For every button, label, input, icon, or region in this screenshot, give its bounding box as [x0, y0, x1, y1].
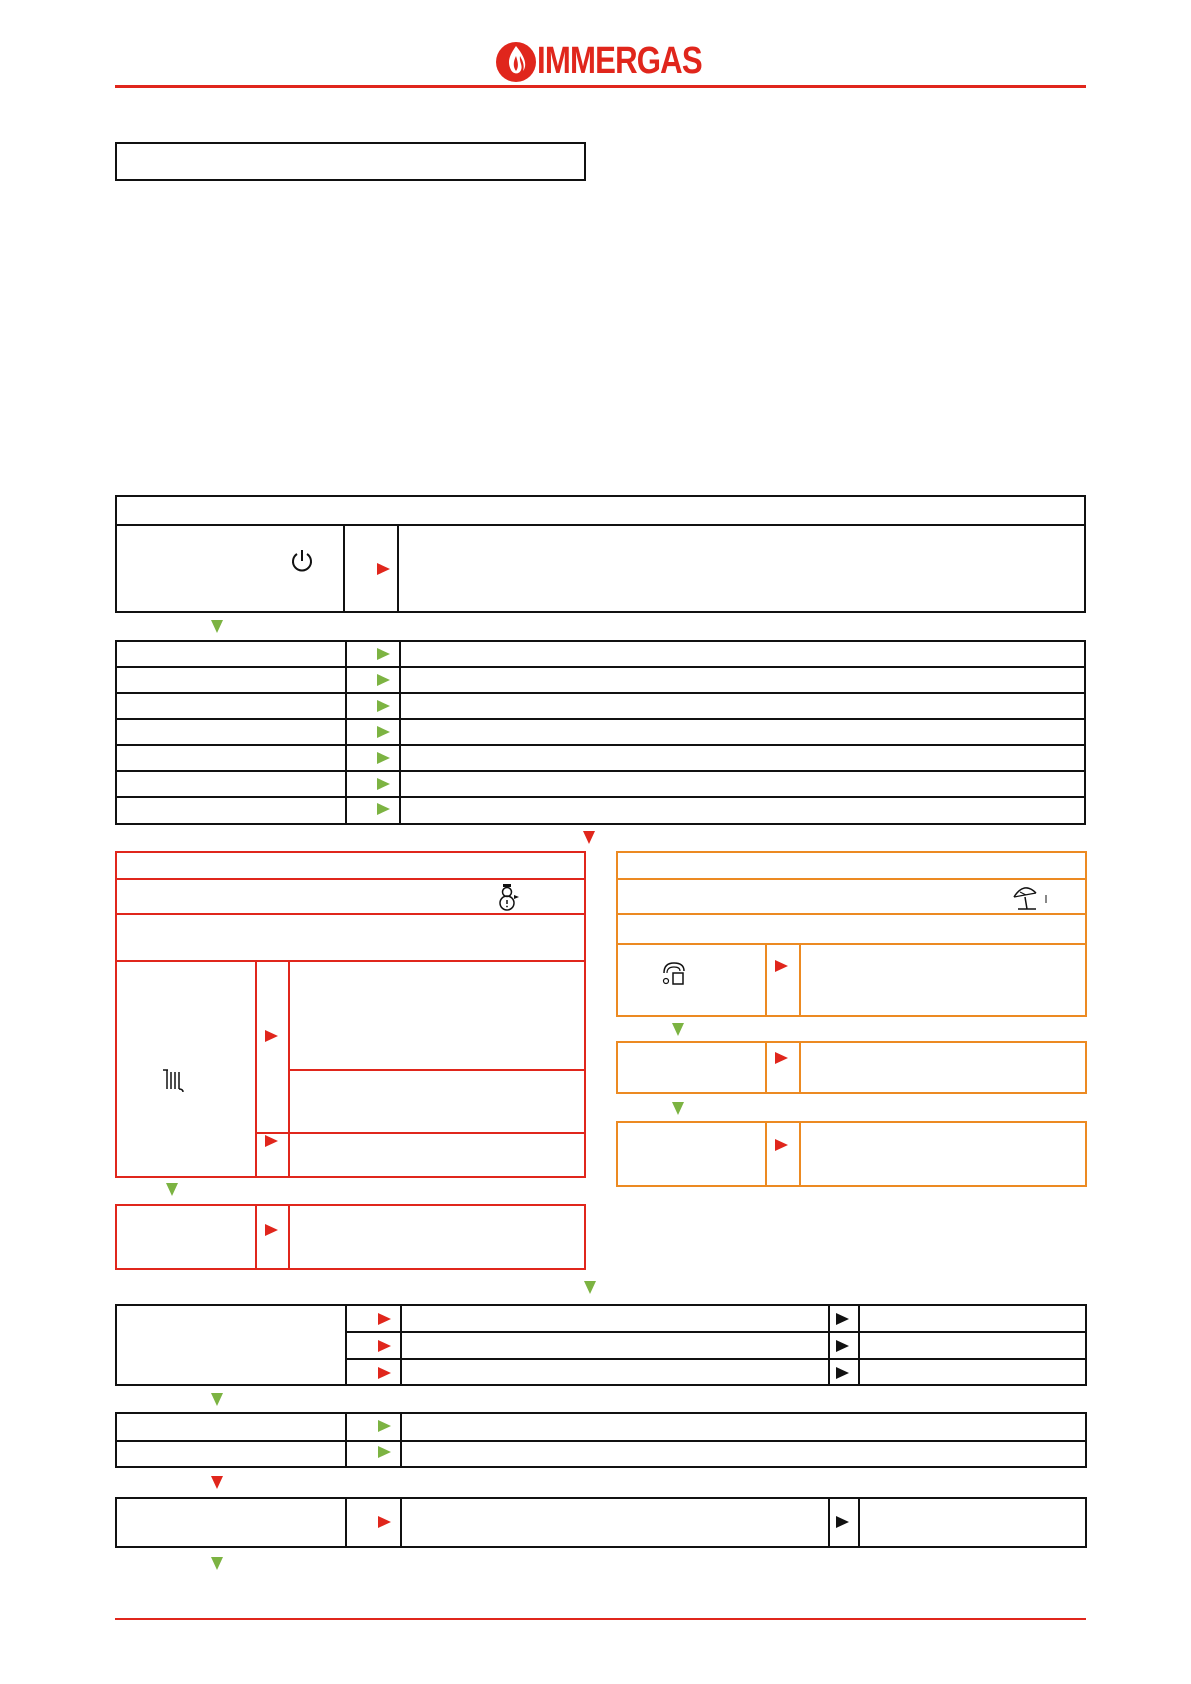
summer-section	[616, 851, 1087, 1017]
arrow-right	[775, 1052, 788, 1064]
arrow-right	[378, 1313, 391, 1325]
arrow-right	[378, 1446, 391, 1458]
arrow-right	[378, 1367, 391, 1379]
brand-name: IMMERGAS	[537, 40, 702, 82]
arrow-right	[377, 674, 390, 686]
header-rule	[115, 85, 1086, 88]
arrow-right	[377, 803, 390, 815]
arrow-right	[836, 1313, 849, 1325]
umbrella-icon	[1012, 883, 1052, 913]
winter-subsection	[115, 1204, 586, 1270]
arrow-down	[211, 1393, 223, 1406]
arrow-right	[378, 1420, 391, 1432]
arrow-right	[377, 563, 390, 575]
arrow-down	[583, 831, 595, 844]
parameter-list	[115, 640, 1086, 825]
result-table-2	[115, 1412, 1087, 1468]
arrow-right	[775, 1139, 788, 1151]
arrow-down	[211, 1476, 223, 1489]
summer-row-3	[616, 1121, 1087, 1187]
summer-row-2	[616, 1041, 1087, 1094]
arrow-right	[836, 1516, 849, 1528]
arrow-right	[265, 1224, 278, 1236]
arrow-right	[265, 1135, 278, 1147]
result-table-1	[115, 1304, 1087, 1386]
arrow-right	[775, 960, 788, 972]
winter-section	[115, 851, 586, 1178]
arrow-right	[377, 752, 390, 764]
result-table-3	[115, 1497, 1087, 1548]
arrow-right	[378, 1340, 391, 1352]
arrow-right	[377, 726, 390, 738]
arrow-down	[584, 1281, 596, 1294]
arrow-right	[377, 700, 390, 712]
snowman-icon	[495, 883, 521, 913]
brand-logo	[495, 40, 715, 86]
arrow-right	[836, 1340, 849, 1352]
power-icon	[289, 547, 315, 575]
footer-rule	[115, 1618, 1086, 1620]
arrow-down	[211, 620, 223, 633]
arrow-right	[836, 1367, 849, 1379]
arrow-down	[166, 1183, 178, 1196]
title-box	[115, 142, 586, 181]
tap-icon	[660, 959, 690, 989]
arrow-down	[211, 1557, 223, 1570]
arrow-right	[377, 648, 390, 660]
arrow-down	[672, 1102, 684, 1115]
power-section	[115, 495, 1086, 613]
radiator-icon	[160, 1067, 186, 1093]
arrow-right	[265, 1030, 278, 1042]
arrow-right	[378, 1516, 391, 1528]
arrow-right	[377, 778, 390, 790]
arrow-down	[672, 1023, 684, 1036]
flame-logo-icon	[495, 40, 537, 84]
